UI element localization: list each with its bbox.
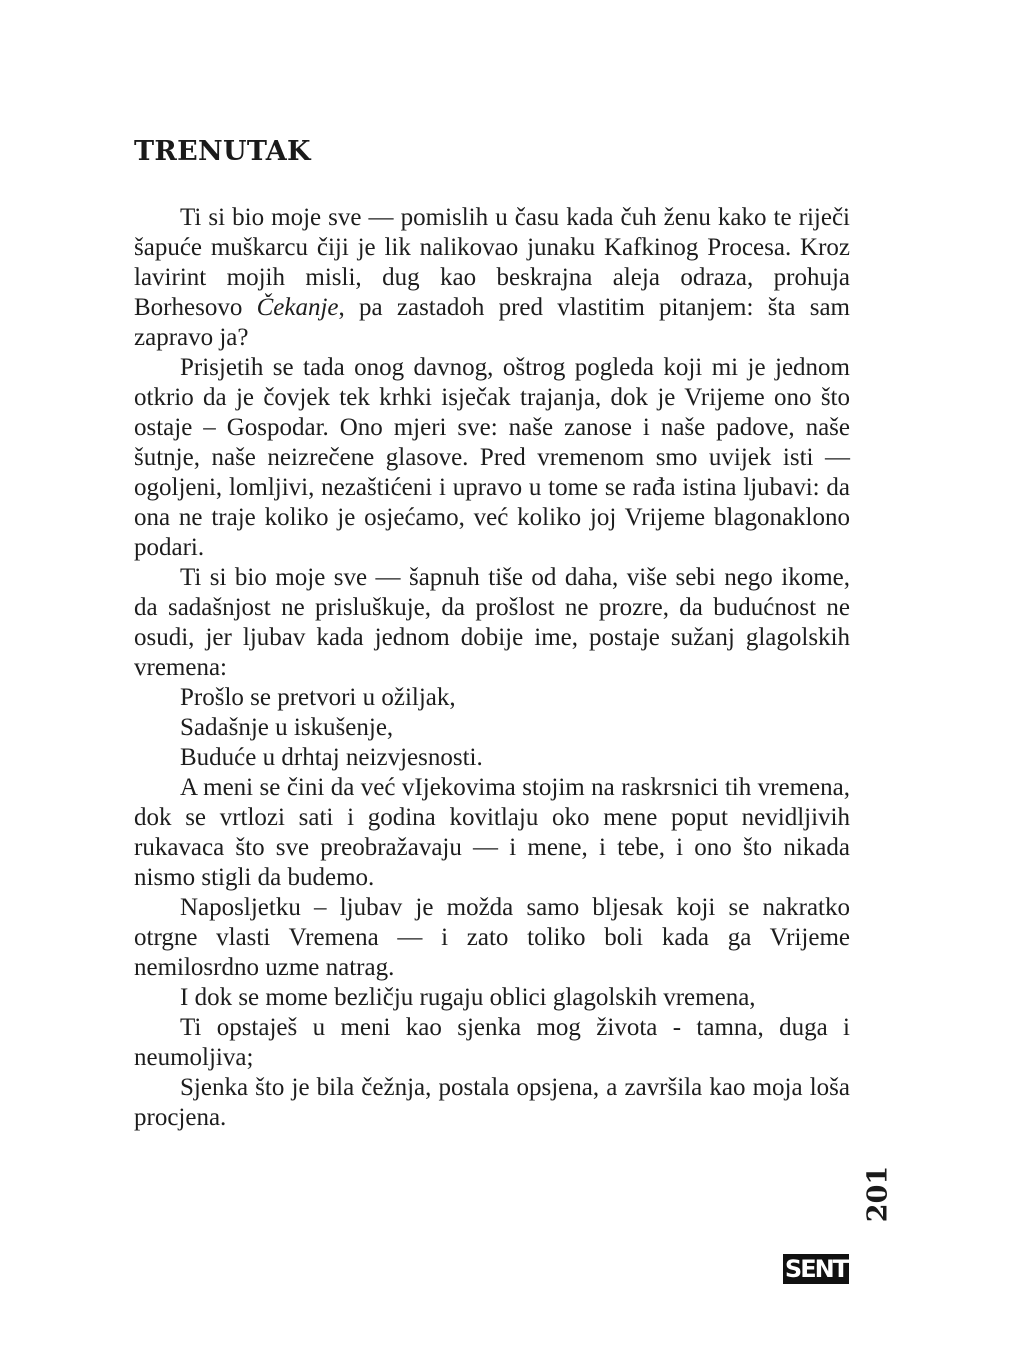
page-number [858, 1166, 898, 1222]
poem-line-2: Sadašnje u iskušenje, [180, 714, 394, 741]
paragraph-1 [134, 203, 850, 353]
publisher-logo: SENT [784, 1255, 848, 1283]
paragraph-1-part-a: Ti si bio moje sve — pomislih u času kada čuh ženu kako te riječi šapuće muškarcu čiji je lik nalikovao junaku Kafkinog Procesa. Kroz lavirint mojih misli, dug kao beskrajna aleja odraza, prohuja Borhesovo [134, 204, 850, 321]
paragraph-8: Sjenka što je bila čežnja, postala opsjena, a završila kao moja loša procjena. [134, 1074, 850, 1131]
poem-line-1: Prošlo se pretvori u ožiljak, [180, 684, 456, 711]
paragraph-7: Ti opstaješ u meni kao sjenka mog života - tamna, duga i neumoljiva; [134, 1014, 850, 1071]
paragraph-3: Ti si bio moje sve — šapnuh tiše od daha, više sebi nego ikome, da sadašnjost ne prisluškuje, da prošlost ne prozre, da budućnost ne osudi, jer ljubav kada jednom dobije ime, postaje sužanj glagolskih vremena: [134, 564, 850, 681]
paragraph-2: Prisjetih se tada onog davnog, oštrog pogleda koji mi je jednom otkrio da je čovjek tek krhki isječak trajanja, dok je Vrijeme ono što ostaje – Gospodar. Ono mjeri sve: naše zanose i naše padove, naše šutnje, naše neizrečene glasove. Pred vremenom smo uvijek isti — ogoljeni, lomljivi, nezaštićeni i upravo u tome se rađa istina ljubavi: da ona ne traje koliko je osjećamo, već koliko joj Vrijeme blagonaklono podari. [134, 354, 850, 561]
body-text [134, 203, 850, 1133]
book-title-italic: Čekanje [256, 294, 339, 321]
paragraph-5: Naposljetku – ljubav je možda samo bljesak koji se nakratko otrgne vlasti Vremena — i zato toliko boli kada ga Vrijeme nemilosrdno uzme natrag. [134, 894, 850, 981]
poem-line-3: Buduće u drhtaj neizvjesnosti. [180, 744, 483, 771]
paragraph-1-part-b: , pa zastadoh pred vlastitim pitanjem: šta sam zapravo ja? [134, 294, 851, 351]
paragraph-6: I dok se mome bezličju rugaju oblici glagolskih vremena, [180, 984, 756, 1011]
paragraph-4: A meni se čini da već vIjekovima stojim na raskrsnici tih vremena, dok se vrtlozi sati i godina kovitlaju oko mene poput nevidljivih rukavaca što sve preobražavaju — i mene, i tebe, i ono što nikada nismo stigli da budemo. [134, 774, 850, 891]
page-number-text: 201 [862, 1165, 894, 1223]
page-title: TRENUTAK [134, 136, 311, 167]
